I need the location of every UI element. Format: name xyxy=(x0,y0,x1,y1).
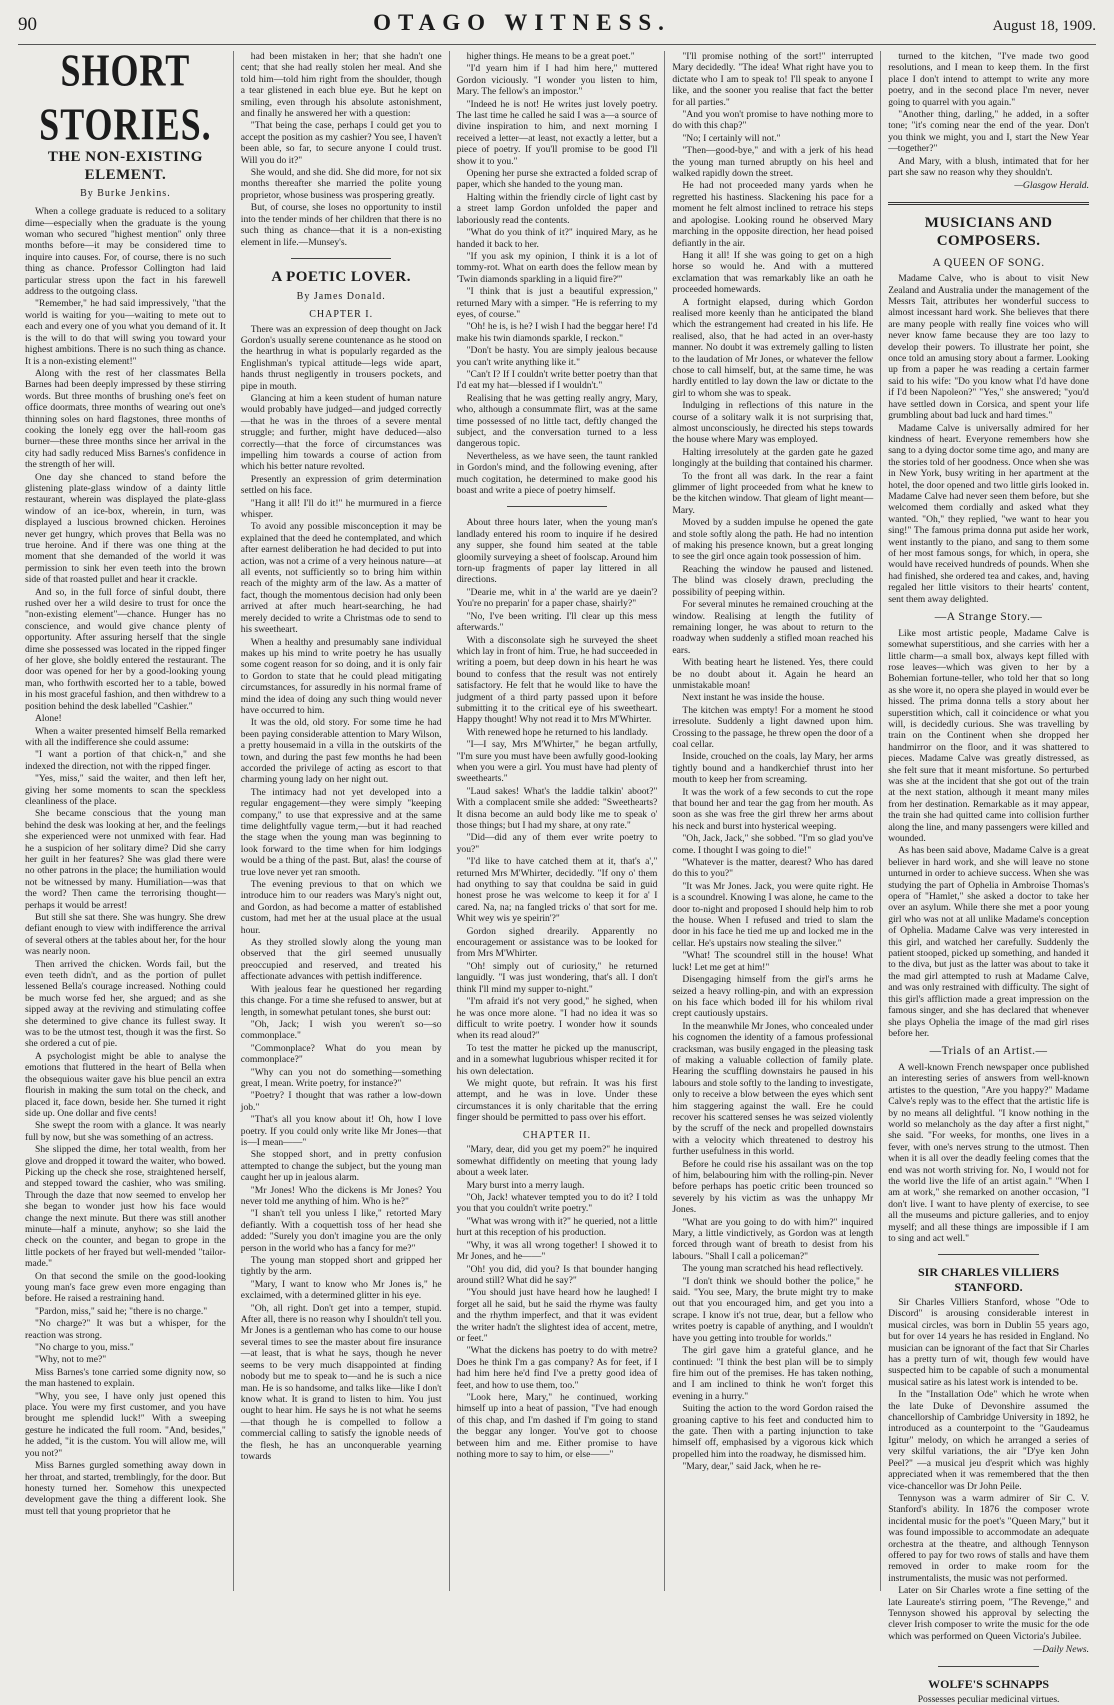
paragraph: But, of course, she loses no opportunity to instil into the tender minds of her children that there is no such thing as chance—that it is a non-existing element in life.—Munsey's. xyxy=(240,202,442,248)
paragraph: Next instant he was inside the house. xyxy=(682,692,825,704)
paragraph: We might quote, but refrain. It was his first attempt, and he was in love. Under these circumstances it is only charitable that the erring finger should be permitted to pass over his effort. xyxy=(456,1077,658,1124)
divider xyxy=(938,1666,1038,1667)
column-1 xyxy=(18,45,234,1591)
paragraph: With beating heart he listened. Yes, there could be no doubt about it. Again he heard an unmistakable moan! xyxy=(672,657,874,691)
paragraph: "Oh, all right. Don't get into a temper, stupid. After all, there is no reason why I shouldn't tell you. Mr Jones is a gentleman who has come to our house several times to see the master about fire insurance—at least, that is what he says, though he never seems to be very much disappointed at finding nobody but me to speak to—and he is such a nice man. He is so handsome, and talks like—like I don't know what. It is grand to listen to him. You just ought to hear him. He says he is not what he seems—that though he is compelled to follow a commercial calling to satisfy the ignoble needs of the flesh, he has an unconquerable yearning towards xyxy=(240,1302,442,1462)
paragraph: "Dearie me, whit in a' the warld are ye daein'? You're no preparin' for a paper chase, shairly?" xyxy=(456,586,658,610)
paragraph: A well-known French newspaper once published an interesting series of answers from well-known artistes to the question, "Are you happy?" Madame Calve's reply was to the effect that the artistic life is by no means all delightful. "I know nothing in the world so melancholy as the day after a first night," she said. "For weeks, for months, one lives in a fever, with one's nerves strung to the utmost. Then when it is all over the deadly feeling comes that the end was not worth striving for. No, I would not for the world live the life of an artist again." "When I am at work," she remarked on another occasion, "I don't live. I want to have plenty of exercise, to see all the museums and picture galleries, and to enjoy myself; and all these things are impossible if I am to sing and act well." xyxy=(888,1061,1089,1245)
paragraph: On that second the smile on the good-looking young man's face grew even more engaging than before. He raised a restraining hand. xyxy=(25,1270,226,1305)
paragraph: "Oh, Jack! whatever tempted you to do it? I told you that you couldn't write poetry." xyxy=(456,1192,658,1215)
paragraph: "Don't be hasty. You are simply jealous because you can't write anything like it." xyxy=(456,345,658,368)
paragraph: It was the work of a few seconds to cut the rope that bound her and tear the gag from her mouth. As soon as she was free the girl threw her arms about his neck and burst into hysterical weeping. xyxy=(672,786,874,832)
issue-date: August 18, 1909. xyxy=(992,18,1096,34)
paragraph: The young man scratched his head reflectively. xyxy=(682,1263,864,1275)
paragraph: had been mistaken in her; that she hadn't one cent; that she had really stolen her meal. And she told him—told him right from the shoulder, though a tear glistened in each blue eye. But he kept on smiling, even through his absolute astonishment, and finally he answered her with a question: xyxy=(240,51,442,120)
paragraph: To the front all was dark. In the rear a faint glimmer of light proceeded from what he knew to be the kitchen window. That gleam of light meant—Mary. xyxy=(672,470,874,516)
subhead: —Trials of an Artist.— xyxy=(929,1045,1048,1058)
paragraph: "Whatever is the matter, dearest? Who has dared do this to you?" xyxy=(672,857,874,880)
paragraph: Like most artistic people, Madame Calve is somewhat superstitious, and she carries with her a little charm—a small box, always kept filled with rose leaves—which was given to her by a Bohemian fortune-teller, who told her that so long as she wore it, no opera she played in would ever be hissed. The prima donna tells a story about her superstition which, call it coincidence or what you will, is decidedly curious. She was travelling by train on the Continent when she dropped her handmirror on the floor, and it was shattered to pieces. Madame Calve was greatly distressed, as she felt sure that it meant misfortune. So perturbed was she at the incident that she got out of the train at the next station, although it meant many miles from her destination. Remarkable as it may appear, the train she had quitted came into collision further along the line, and many passengers were killed and wounded. xyxy=(888,627,1089,844)
paragraph: "Oh! simply out of curiosity," he returned languidly. "I was just wondering, that's all. I don't think I'll mind my supper to-night." xyxy=(456,960,658,995)
source-credit: —Glasgow Herald. xyxy=(1014,180,1089,192)
paragraph: In the meanwhile Mr Jones, who concealed under his cognomen the identity of a famous professional cracksman, was busily engaged in the pleasing task of making a valuable collection of family plate. Hearing the scuffling downstairs he paused in his labours and stole softly to the landing to investigate, only to receive a blow between the eyes which sent him staggering against the wall. Ere he could recover his scattered senses he was seized violently by the scruff of the neck and propelled downstairs with a velocity which threatened to destroy his further usefulness in this world. xyxy=(672,1020,874,1158)
paragraph: The intimacy had not yet developed into a regular engagement—they were simply "keeping company," to use that expressive and at the same time delightfully vague term,—but it had reached the stage when the young man was beginning to look forward to the time when for him lodgings would be a thing of the past. But, alas! the course of true love never yet ran smooth. xyxy=(240,786,442,878)
paragraph: And so, in the full force of sinful doubt, there rushed over her a wild desire to trust for once the "non-existing element"—chance. Hunger has no conscience, and would give chance plenty of opportunity. After assuring herself that the single dime she possessed was located in the ripped finger of her glove, she boldly entered the restaurant. The door was opened for her by a good-looking young man, who forthwith escorted her to a table, bowed in his most graceful fashion, and then withdrew to a position behind the desk labelled "Cashier." xyxy=(25,586,226,712)
paragraph: "It was Mr Jones. Jack, you were quite right. He is a scoundrel. Knowing I was alone, he came to the door to-night and proposed I should help him to rob the house. When I refused and tried to slam the door in his face he tied me up and locked me in the cellar. He's upstairs now stealing the silver." xyxy=(672,880,874,949)
paragraph: "I'd like to have catched them at it, that's a'," returned Mrs M'Whirter, decidedly. "If ony o' them had onything to say that couldna be said in guid honest prose he was welcome to keep it for a' I cared. Na, na; na fangled tricks o' that sort for me. Whit wey wis ye speirin'?" xyxy=(456,856,658,925)
paragraph: "No charge to you, miss." xyxy=(35,1342,134,1354)
paragraph: One day she chanced to stand before the glistening plate-glass window of a dainty little restaurant, wherein was displayed the plate-glass window of an ice-box, wherein, in turn, was displayed a luscious browned chicken. Heroines never get hungry, which proves that Bella was no true heroine. And if there was one thing at the moment that she demanded of the world it was permission to sink her even teeth into the brown side of that roasted pullet and hear it crackle. xyxy=(25,471,226,586)
paragraph: The kitchen was empty! For a moment he stood irresolute. Suddenly a light dawned upon him. Crossing to the passage, he threw open the door of a coal cellar. xyxy=(672,704,874,750)
column-4 xyxy=(665,51,881,1591)
paragraph: "Commonplace? What do you mean by commonplace?" xyxy=(240,1042,442,1066)
paragraph: There was an expression of deep thought on Jack Gordon's usually serene countenance as he stood on the hearthrug in what is popularly regarded as the Englishman's typical attitude—legs wide apart, hands thrust negligently in trousers pockets, and pipe in mouth. xyxy=(240,323,442,392)
paragraph: Presently an expression of grim determination settled on his face. xyxy=(240,473,442,497)
column-2 xyxy=(234,51,450,1591)
paragraph: The girl gave him a grateful glance, and he continued: "I think the best plan will be to simply fire him out of the premises. He has taken nothing, and I am inclined to think he won't forget this evening in a hurry." xyxy=(672,1345,874,1402)
paragraph: A psychologist might be able to analyse the emotions that fluttered in the heart of Bella when the obsequious waiter gave his blue pencil an extra flourish in making the sum total on the check, and placed it, face down, beside her. She turned it right side up. One dollar and five cents! xyxy=(25,1050,226,1119)
paragraph: Sir Charles Villiers Stanford, whose "Ode to Discord" is arousing considerable interest in musical circles, was born in Dublin 55 years ago, but for over 14 years he has resided in England. No musician can be ignorant of the fact that Sir Charles has a pretty turn of wit, though few would have suspected him to be capable of such a monumental musical satire as his latest work is intended to be. xyxy=(888,1297,1089,1388)
paragraph: Before he could rise his assailant was on the top of him, belabouring him with the rolling-pin. Never before perhaps has poetic critic been trounced so severely by his victim as was the unhappy Mr Jones. xyxy=(672,1158,874,1216)
paragraph: "I'm afraid it's not very good," he sighed, when he was once more alone. "I had no idea it was so difficult to write poetry. I wonder how it sounds when its read aloud?" xyxy=(456,996,658,1042)
paragraph: It was the old, old story. For some time he had been paying considerable attention to Mary Wilson, a pretty housemaid in a villa in the outskirts of the town, and during the past few months he had been accorded the privilege of acting as escort to that charming young lady on her night out. xyxy=(240,717,442,786)
column-3 xyxy=(450,51,666,1591)
section-head-short-stories: SHORT STORIES. xyxy=(39,45,212,150)
paragraph: The young man stopped short and gripped her tightly by the arm. xyxy=(240,1255,442,1278)
paragraph: Realising that he was getting really angry, Mary, who, although a consummate flirt, was at the same time possessed of no little tact, deftly changed the subject, and the conversation turned to a less dangerous topic. xyxy=(456,392,658,450)
divider xyxy=(938,1254,1038,1255)
paragraph: But still she sat there. She was hungry. She drew defiant enough to view with indifference the arrival of several others at the tables about her, for the hour was nearly noon. xyxy=(25,912,226,958)
paragraph: As has been said above, Madame Calve is a great believer in hard work, and she will leave no stone unturned in order to achieve success. When she was studying the part of Ophelia in Ambroise Thomas's opera of "Hamlet," she asked a doctor to take her over an asylum. While there she met a poor young girl who was not at all unlike Madame's conception of Ophelia. Madame Calve was very interested in this girl, and watched her carefully. Suddenly the patient stooped, picked up something, and handed it to the diva, but just as the latter was about to take it the mad girl attempted to rush at Madame Calve, and was only restrained with difficulty. The sight of this girl's affliction made a great impression on the famous singer, and she has declared that whenever she plays Ophelia the image of the mad girl rises before her. xyxy=(888,845,1089,1039)
paragraph: "You should just have heard how he laughed! I forget all he said, but he said the rhyme was faulty and the rhythm imperfect, and that it was evident the writer hadn't the slightest idea of accent, metre, or feet." xyxy=(456,1287,658,1344)
paragraph: With a disconsolate sigh he surveyed the sheet which lay in front of him. True, he had succeeded in writing a poem, but deep down in his heart he was bound to confess that the result was not entirely satisfactory. He felt that he would like to have the judgment of a third party passed upon it before submitting it to the critical eye of his sweetheart. Happy thought! Why not read it to Mrs M'Whirter. xyxy=(456,634,658,726)
paragraph: Suiting the action to the word Gordon raised the groaning captive to his feet and conducted him to the gate. Then with a parting injunction to take himself off, emphasised by a vigorous kick which propelled him into the roadway, he dismissed him. xyxy=(672,1403,874,1460)
paragraph: When a college graduate is reduced to a solitary dime—especially when the graduate is the young woman who secured "highest mention" only three months before—it may be considered time to inquire into causes. For, of course, there is no such thing as chance. Professor Collington had laid particular stress upon the fact in his farewell address to the outgoing class. xyxy=(25,206,226,298)
paragraph: In the "Installation Ode" which he wrote when the late Duke of Devonshire assumed the chancellorship of Cambridge University in 1892, he introduced as a counterpoint to the "Gaudeamus Igitur" melody, on which he arranged a series of very skilful variations, the air "D'ye ken John Peel?" —a musical jeu d'esprit which was highly appreciated when it was remembered that the then vice-chancellor was Dr John Peile. xyxy=(888,1389,1089,1492)
page-number: 90 xyxy=(18,14,37,35)
paragraph: Alone! xyxy=(35,713,62,725)
paragraph: Madame Calve, who is about to visit New Zealand and Australia under the management of the Messrs Tait, attributes her wonderful success to almost incessant hard work. She believes that there are many people with really fine voices who will never know fame because they are too lazy to develop their powers. To illustrate her point, she once told an amusing story about a farmer. Looking up from a paper he was reading a certain farmer said to his wife: "Do you know what I'd have done if I'd been Napoleon?" "Yes," she answered; "you'd have settled down in Corsica, and spent your life grumbling about bad luck and hard times." xyxy=(888,273,1089,422)
column-5 xyxy=(881,51,1096,1705)
paragraph: "I shan't tell you unless I like," retorted Mary defiantly. With a coquettish toss of her head she added: "Surely you don't imagine you are the only person in the world who has a fancy for me?" xyxy=(240,1208,442,1254)
paragraph: Halting irresolutely at the garden gate he gazed longingly at the building that contained his charmer. xyxy=(672,446,874,470)
paragraph: "No; I certainly will not." xyxy=(682,132,781,144)
paragraph: "I want a portion of that chick-n," and she indexed the direction, not with the ripped finger. xyxy=(25,749,226,772)
paragraph: "Pardon, miss," said he; "there is no charge." xyxy=(35,1305,208,1317)
paragraph: "I'd yearn him if I had him here," muttered Gordon viciously. "I wonder you listen to him, Mary. The fellow's an impostor." xyxy=(456,63,658,98)
paragraph: "Why, it was all wrong together! I showed it to Mr Jones, and he——" xyxy=(456,1239,658,1263)
paragraph: "Mary, I want to know who Mr Jones is," he exclaimed, with a determined glitter in his eye. xyxy=(240,1278,442,1302)
paragraph: "Oh! you did, did you? Is that bounder hanging around still? What did he say?" xyxy=(456,1263,658,1286)
paragraph: "What the dickens has poetry to do with metre? Does he think I'm a gas company? As for feet, if I had him here he'd find I've a pretty good idea of feet, and how to use them, too." xyxy=(456,1345,658,1391)
paragraph: "I think that is just a beautiful expression," returned Mary with a simper. "He is referring to my eyes, of course." xyxy=(456,286,658,320)
paragraph: The evening previous to that on which we introduce him to our readers was Mary's night out, and Gordon, as had become a matter of established custom, had met her at the usual place at the usual hour. xyxy=(240,879,442,936)
paragraph: When a healthy and presumably sane individual makes up his mind to write poetry he has usually some cogent reason for so doing, and it is only fair to Gordon to state that he could plead mitigating circumstances, for assuredly in his normal frame of mind the idea of doing any such thing would never have occurred to him. xyxy=(240,636,442,716)
paragraph: "That's all you know about it! Oh, how I love poetry. If you could only write like Mr Jones—that is—I mean——" xyxy=(240,1114,442,1148)
paragraph: Then arrived the chicken. Words fail, but the even teeth didn't, and as the portion of pullet lessened Bella's courage increased. Nothing could be much worse fed her, she argued; and as she sipped away at the reviving and stimulating coffee she determined to give chance its fullest sway. It was to be the utmost test, though it was the first. So she ordered a cut of pie. xyxy=(25,958,226,1050)
paragraph: Mary burst into a merry laugh. xyxy=(466,1179,585,1191)
paragraph: She would, and she did. She did more, for not six months thereafter she married the polite young proprietor, whose business was prospering greatly. xyxy=(240,167,442,201)
subhead: —A Strange Story.— xyxy=(934,611,1043,624)
story-title: THE NON-EXISTING ELEMENT. xyxy=(47,148,203,183)
paragraph: "Oh! he is, is he? I wish I had the beggar here! I'd make his twin diamonds sparkle, I reckon." xyxy=(456,321,658,344)
divider xyxy=(291,258,391,259)
paragraph: "Why, you see, I have only just opened this place. You were my first customer, and you have brought me splendid luck!" With a sweeping gesture he indicated the full room. "And, besides," he added, "it is the custom. You will allow me, will you not?" xyxy=(25,1390,226,1459)
paragraph: As they strolled slowly along the young man observed that the girl seemed unusually preoccupied and reserved, and treated his affectionate advances with pettish indifference. xyxy=(240,937,442,983)
byline: By Burke Jenkins. xyxy=(80,188,171,200)
paragraph: "Indeed he is not! He writes just lovely poetry. The last time he called he said I was a—a source of divine inspiration to him, and next morning I received a letter—at least, not exactly a letter, but a piece of poetry. If you'll promise to be good I'll show it to you." xyxy=(456,98,658,167)
paragraph: "Remember," he had said impressively, "that the world is waiting for you—waiting to mete out to each and every one of you what you demand of it. It is the will to do that will swing you toward your highest ambitions. There is no such thing as chance. It is a non-existing element!" xyxy=(25,298,226,367)
paragraph: "Laud sakes! What's the laddie talkin' aboot?" With a complacent smile she added: "Sweethearts? It disna become an auld body like me to speak o' those things; but I had my share, at ony rate." xyxy=(456,785,658,831)
paragraph: Glancing at him a keen student of human nature would probably have judged—and judged correctly—that he was in the throes of a severe mental struggle; and further, might have deduced—also correctly—that the force of circumstances was impelling him towards a course of action from which his better nature revolted. xyxy=(240,392,442,473)
paragraph: higher things. He means to be a great poet." xyxy=(466,51,635,62)
divider xyxy=(507,506,607,507)
paragraph: Disengaging himself from the girl's arms he seized a heavy rolling-pin, and with an expression on his face which boded ill for his whilom rival crept cautiously upstairs. xyxy=(672,974,874,1020)
paragraph: "Oh, Jack; I wish you weren't so—so commonplace." xyxy=(240,1018,442,1042)
paragraph: With jealous fear he questioned her regarding this change. For a time she refused to answer, but at length, in somewhat petulant tones, she burst out: xyxy=(240,983,442,1018)
paragraph: "What was wrong with it?" he queried, not a little hurt at this reception of his production. xyxy=(456,1215,658,1239)
columns xyxy=(18,45,1096,1705)
paragraph: He had not proceeded many yards when he regretted his hastiness. Slackening his pace for a moment he felt almost inclined to retrace his steps and apologise. Looking round he observed Mary marching in the opposite direction, her head poised defiantly in the air. xyxy=(672,180,874,249)
paragraph: She slipped the dime, her total wealth, from her glove and dropped it toward the waiter, who bowed. Picking up the check she rose, straightened herself, and stepped toward the cashier, who was smiling. Through the daze that now seemed to envelop her she began to wonder just how his face would change the next minute. But there was still another minute—half a minute, anyhow; so she laid the check on the counter, and began to grope in the little pockets of her frayed but well-mended "tailor-made." xyxy=(25,1144,226,1270)
paragraph: "Did—did any of them ever write poetry to you?" xyxy=(456,832,658,855)
paragraph: Halting within the friendly circle of light cast by a street lamp Gordon unfolded the paper and laboriously read the contents. xyxy=(456,191,658,226)
paragraph: With renewed hope he returned to his landlady. xyxy=(466,726,648,738)
section-head-musicians: MUSICIANS AND COMPOSERS. xyxy=(924,214,1053,249)
paragraph: "I—I say, Mrs M'Whirter," he began artfully, "I'm sure you must have been awfully good-looking when you were a girl. You must have had plenty of sweethearts." xyxy=(456,739,658,785)
paragraph: "Mary, dear, did you get my poem?" he inquired somewhat diffidently on meeting that young lady about a week later. xyxy=(456,1144,658,1179)
paragraph: "Oh, Jack, Jack," she sobbed. "I'm so glad you've come. I thought I was going to die!" xyxy=(672,833,874,856)
byline: By James Donald. xyxy=(296,290,386,302)
advert-title: WOLFE'S SCHNAPPS xyxy=(928,1676,1050,1691)
paragraph: "What! The scoundrel still in the house! What luck! Let me get at him!" xyxy=(672,950,874,973)
paragraph: "Mr Jones! Who the dickens is Mr Jones? You never told me anything of him. Who is he?" xyxy=(240,1184,442,1207)
paragraph: "No, I've been writing. I'll clear up this mess afterwards." xyxy=(456,610,658,634)
source-credit: —Daily News. xyxy=(1033,1644,1089,1656)
paragraph: She became conscious that the young man behind the desk was looking at her, and the feelings she experienced were not unmixed with fear. Had he a suspicion of her solitary dime? Did she carry her guilt in her features? She was glad there were no other patrons in the place; the humiliation would not be witnessed by many. Humiliation—was that the word? Then came the terrorising thought—perhaps it would be arrest! xyxy=(25,808,226,911)
subhead: A QUEEN OF SONG. xyxy=(932,256,1045,269)
paragraph: "Then—good-bye," and with a jerk of his head the young man turned abruptly on his heel and walked rapidly down the street. xyxy=(672,145,874,180)
subhead: SIR CHARLES VILLIERS STANFORD. xyxy=(918,1265,1060,1294)
paragraph: "And you won't promise to have nothing more to do with this chap?" xyxy=(672,109,874,132)
paragraph: "Why can you not do something—something great, I mean. Write poetry, for instance?" xyxy=(240,1066,442,1089)
paragraph: "Hang it all! I'll do it!" he murmured in a fierce whisper. xyxy=(240,497,442,521)
paper-title: OTAGO WITNESS. xyxy=(373,10,671,35)
paragraph: "I don't think we should bother the police," he said. "You see, Mary, the brute might try to make out that you encouraged him, and get you into a scrape. I know it's not true, dear, but a fellow who writes poetry is capable of anything, and I wouldn't have you getting into trouble for worlds." xyxy=(672,1275,874,1344)
paragraph: "Can't I? If I couldn't write better poetry than that I'd eat my hat—blessed if I wouldn't." xyxy=(456,368,658,392)
paragraph: She swept the room with a glance. It was nearly full by now, but she was something of an actress. xyxy=(25,1120,226,1143)
paragraph: "If you ask my opinion, I think it is a lot of tommy-rot. What on earth does the fellow mean by 'Twin diamonds sparkling in a liquid fire?'" xyxy=(456,250,658,285)
paragraph: "No charge?" It was but a whisper, for the reaction was strong. xyxy=(25,1318,226,1341)
paragraph: "That being the case, perhaps I could get you to accept the position as my cashier? You see, I haven't been able, so far, to secure anyone I could trust. Will you do it?" xyxy=(240,120,442,166)
story-title: A POETIC LOVER. xyxy=(271,268,411,285)
paragraph: Tennyson was a warm admirer of Sir C. V. Stanford's ability. In 1876 the composer wrote incidental music for the poet's "Queen Mary," but it was found impossible to accommodate an adequate orchestra at the theatre, and although Tennyson offered to pay for two rows of stalls and have them removed in order to make room for the instrumentalists, the music was not performed. xyxy=(888,1492,1089,1584)
paragraph: Nevertheless, as we have seen, the taunt rankled in Gordon's mind, and the following evening, after much cogitation, he determined to make good his boast and write a piece of poetry himself. xyxy=(456,450,658,497)
paragraph: turned to the kitchen, "I've made two good resolutions, and I mean to keep them. In the first place I don't intend to attempt to write any more poetry, and in the second place I'm never, never going to quarrel with you again." xyxy=(888,51,1089,108)
chapter-heading: CHAPTER II. xyxy=(522,1129,592,1141)
paragraph: And Mary, with a blush, intimated that for her part she saw no reason why they shouldn't. xyxy=(888,155,1089,179)
paragraph: Later on Sir Charles wrote a fine setting of the late Laureate's stirring poem, "The Revenge," and Tennyson showed his approval by selecting the clever Irish composer to write the music for the ode which was performed on Queen Victoria's Jubilee. xyxy=(888,1585,1089,1642)
paragraph: "Another thing, darling," he added, in a softer tone; "it's coming near the end of the year. Don't you think we might, you and I, start the New Year—together?" xyxy=(888,109,1089,155)
paragraph: Indulging in reflections of this nature in the course of a solitary walk it is not surprising that, almost unconsciously, he directed his steps towards the house where Mary was employed. xyxy=(672,400,874,446)
paragraph: "What do you think of it?" inquired Mary, as he handed it back to her. xyxy=(456,227,658,250)
divider xyxy=(888,202,1089,205)
paragraph: Miss Barnes's tone carried some dignity now, so the man hastened to explain. xyxy=(25,1366,226,1390)
paragraph: When a waiter presented himself Bella remarked with all the indifference she could assume: xyxy=(25,725,226,748)
paragraph: "I'll promise nothing of the sort!" interrupted Mary decidedly. "The idea! What right have you to dictate who I am to speak to! I'll speak to anyone I like, and the sooner you realise that fact the better for all parties." xyxy=(672,51,874,108)
advert-text: Possesses peculiar medicinal virtues. xyxy=(917,1693,1060,1705)
paragraph: Moved by a sudden impulse he opened the gate and stole softly along the path. He had no intention of making his presence known, but a great longing to see the girl once again took possession of him. xyxy=(672,517,874,563)
paragraph: "Yes, miss," said the waiter, and then left her, giving her some moments to scan the speckless cleanliness of the place. xyxy=(25,773,226,807)
masthead xyxy=(18,10,1096,45)
paragraph: About three hours later, when the young man's landlady entered his room to inquire if he desired any supper, she found him seated at the table gloomily surveying a sheet of foolscap. Around him torn-up fragments of paper lay littered in all directions. xyxy=(456,517,658,586)
paragraph: Gordon sighed drearily. Apparently no encouragement or assistance was to be looked for from Mrs M'Whirter. xyxy=(456,925,658,960)
paragraph: "Look here, Mary," he continued, working himself up into a heat of passion, "I've had enough of this chap, and I'm dashed if I'm going to stand the beggar any longer. You've got to choose between him and me. Either promise to have nothing more to say to him, or else——" xyxy=(456,1391,658,1461)
paragraph: Along with the rest of her classmates Bella Barnes had been deeply impressed by these stirring words. But three months of brushing one's feet on office doormats, three months of wearing out one's thinning soles on hard flagstones, three months of cooking the lonely egg over the hall-room gas burner—these three months since her arrival in the city had sadly reduced Miss Barnes's confidence in the strength of her will. xyxy=(25,367,226,471)
chapter-heading: CHAPTER I. xyxy=(309,308,374,320)
paragraph: Miss Barnes gurgled something away down in her throat, and started, tremblingly, for the door. But honesty turned her. Somehow this unexpected development gave the thing a different look. She must tell that young proprietor that he xyxy=(25,1460,226,1517)
paragraph: "Poetry? I thought that was rather a low-down job." xyxy=(240,1090,442,1113)
paragraph: Opening her purse she extracted a folded scrap of paper, which she handed to the young man. xyxy=(456,168,658,191)
paragraph: "Why, not to me?" xyxy=(35,1354,107,1366)
paragraph: A fortnight elapsed, during which Gordon realised more keenly than he anticipated the bland which the estrangement had created in his life. He realised, also, that he had acted in an over-hasty manner. No doubt it was extremely galling to listen to the laudation of Mr Jones, or whatever the fellow chose to call himself, but, at the same time, he was hardly entitled to lay down the law or dictate to the girl to whom she was to speak. xyxy=(672,296,874,399)
paragraph: "What are you going to do with him?" inquired Mary, a little vindictively, as Gordon was at length forced through want of breath to desist from his labours. "Shall I call a policeman?" xyxy=(672,1216,874,1262)
paragraph: Reaching the window he paused and listened. The blind was closely drawn, precluding the possibility of peeping within. xyxy=(672,563,874,598)
paragraph: Inside, crouched on the coals, lay Mary, her arms tightly bound and a handkerchief thrust into her mouth to keep her from screaming. xyxy=(672,751,874,786)
paragraph: She stopped short, and in pretty confusion attempted to change the subject, but the young man caught her up in jealous alarm. xyxy=(240,1149,442,1184)
paragraph: For several minutes he remained crouching at the window. Realising at length the futility of remaining longer, he was about to return to the roadway when suddenly a stifled moan reached his ears. xyxy=(672,599,874,656)
paragraph: Hang it all! If she was going to get on a high horse so would he. And with a muttered exclamation that was remarkably like an oath he proceeded homewards. xyxy=(672,249,874,296)
paragraph: "Mary, dear," said Jack, when he re- xyxy=(682,1461,822,1473)
paragraph: Madame Calve is universally admired for her kindness of heart. Everyone remembers how she sang to a dying doctor some time ago, and many are the stories told of her goodness. Once when she was in New York, busy writing in her apartment at the hotel, the door opened and two little girls looked in. Madame Calve had never seen them before, but she welcomed them cordially and asked what they wanted. "Oh," they replied, "we want to hear you sing!" The famous prima donna put aside her work, went instantly to the piano, and sang to them some of her most famous songs, for which, in opera, she would have received hundreds of pounds. When she had finished, she ordered tea and cakes, and, having regaled her little visitors to their hearts' content, sent them away delighted. xyxy=(888,422,1089,605)
paragraph: To test the matter he picked up the manuscript, and in a somewhat lugubrious whisper recited it for his own delectation. xyxy=(456,1042,658,1077)
paragraph: To avoid any possible misconception it may be explained that the deed he contemplated, and which after earnest deliberation he had decided to put into action, was not a crime of a very heinous nature—at all events, not sufficiently so to bring him within reach of the mighty arm of the law. As a matter of fact, though the momentous decision had only been arrived at after much heart-searching, he had merely decided to write a Christmas ode to send to his sweetheart. xyxy=(240,521,442,636)
